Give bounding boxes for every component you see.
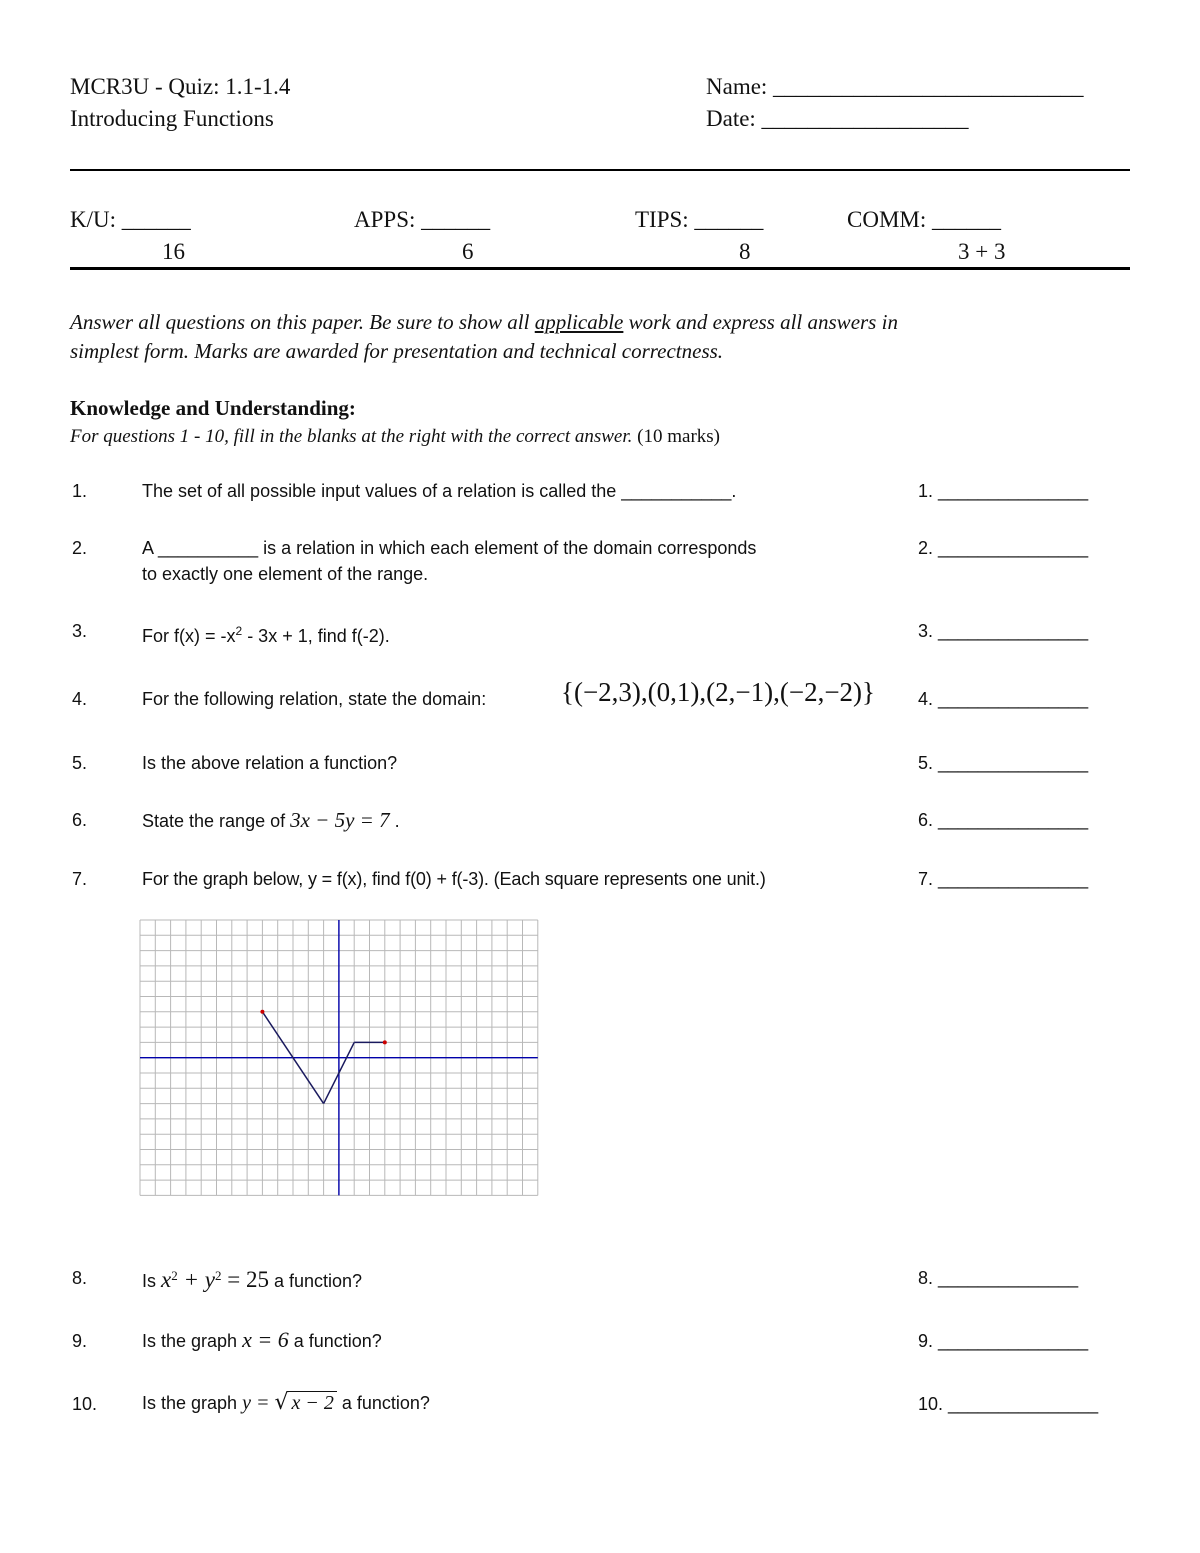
sqrt-icon: √ [274,1390,289,1415]
q2-answer-blank[interactable]: 2. _______________ [918,538,1089,558]
q5-answer-blank[interactable]: 5. _______________ [918,753,1089,773]
scores-divider [70,267,1130,270]
q9-text [142,1327,382,1354]
q8-math-x: x [161,1267,172,1292]
q1-answer-blank[interactable]: 1. _______________ [918,481,1089,501]
q4-relation-set: {(−2,3),(0,1),(2,−1),(−2,−2)} [561,677,876,707]
score-tips-label[interactable]: TIPS: ______ [635,207,764,232]
header-divider [70,169,1130,171]
score-tips-total: 8 [739,239,751,264]
q7-number: 7. [72,869,88,889]
section-title: Knowledge and Understanding: [70,396,356,420]
instructions-part1: Answer all questions on this paper. Be sure to show all [70,310,535,334]
q10-math-pre: y = [242,1392,275,1414]
q7-text: For the graph below, y = f(x), find f(0) + f(-3). (Each square represents one unit.) [142,869,766,889]
q8-number: 8. [72,1268,88,1288]
graph-endpoint [260,1010,264,1014]
date-field[interactable]: Date: __________________ [706,106,969,131]
name-field[interactable]: Name: ___________________________ [706,74,1084,99]
section-subtitle [70,426,720,448]
q3-number: 3. [72,621,88,641]
q8-text-main: Is [142,1271,162,1291]
q6-number: 6. [72,810,88,830]
course-title: MCR3U - Quiz: 1.1-1.4 [70,74,291,99]
q10-text-after: a function? [336,1393,430,1413]
q9-answer-blank[interactable]: 9. _______________ [918,1331,1089,1351]
q6-answer-blank[interactable]: 6. _______________ [918,810,1089,830]
instructions [70,308,1130,366]
q6-equation: 3x − 5y = 7 [290,808,390,832]
q2-text-line2: to exactly one element of the range. [142,564,429,584]
score-ku-label[interactable]: K/U: ______ [70,207,191,232]
instructions-line2: simplest form. Marks are awarded for presentation and technical correctness. [70,339,724,363]
q6-text-main: State the range of [142,811,291,831]
score-apps-label[interactable]: APPS: ______ [354,207,491,232]
q9-text-after: a function? [288,1331,382,1351]
q9-text-main: Is the graph [142,1331,243,1351]
graph-endpoint [383,1040,387,1044]
q1-number: 1. [72,481,88,501]
q3-answer-blank[interactable]: 3. _______________ [918,621,1089,641]
q4-answer-blank[interactable]: 4. _______________ [918,689,1089,709]
section-subtitle-italic: For questions 1 - 10, fill in the blanks at the right with the correct answer. [70,426,633,447]
q3-text [142,618,390,649]
q6-text-after: . [389,811,400,831]
q10-number: 10. [72,1394,98,1414]
q4-text: For the following relation, state the domain: [142,689,487,709]
instructions-underlined: applicable [534,310,624,334]
score-apps-total: 6 [462,239,474,264]
score-comm-total: 3 + 3 [958,239,1006,264]
q1-text: The set of all possible input values of a relation is called the ___________. [142,481,737,501]
q7-answer-blank[interactable]: 7. _______________ [918,869,1089,889]
q8-text-after: a function? [268,1271,363,1291]
q5-number: 5. [72,753,88,773]
q5-text: Is the above relation a function? [142,753,398,773]
q4-number: 4. [72,689,88,709]
q9-equation: x = 6 [242,1327,289,1352]
q2-number: 2. [72,538,88,558]
q10-radicand: x − 2 [288,1391,336,1414]
q3-text-main: For f(x) = -x [142,626,236,646]
score-comm-label[interactable]: COMM: ______ [847,207,1001,232]
q8-exp-y: 2 [214,1268,222,1283]
q8-answer-blank[interactable]: 8. ______________ [918,1268,1079,1288]
q10-answer-blank[interactable]: 10. _______________ [918,1394,1099,1414]
instructions-part2: work and express all answers in [623,310,898,334]
q8-math-eq: = 25 [221,1267,269,1292]
function-graph [138,918,544,1198]
score-ku-total: 16 [162,239,185,264]
q6-text [142,807,400,834]
quiz-subtitle: Introducing Functions [70,106,274,131]
q8-exp-x: 2 [171,1268,178,1283]
q10-text [142,1390,430,1416]
q2-text-line1: A __________ is a relation in which each element of the domain corresponds [142,538,757,558]
q3-exponent: 2 [235,624,243,638]
q8-math-y: + y [177,1267,215,1292]
q9-number: 9. [72,1331,88,1351]
q3-text-after: - 3x + 1, find f(-2). [242,626,390,646]
q8-text [142,1263,362,1294]
q2-text [142,535,902,587]
q10-text-main: Is the graph [142,1393,243,1413]
section-marks: (10 marks) [632,426,720,447]
